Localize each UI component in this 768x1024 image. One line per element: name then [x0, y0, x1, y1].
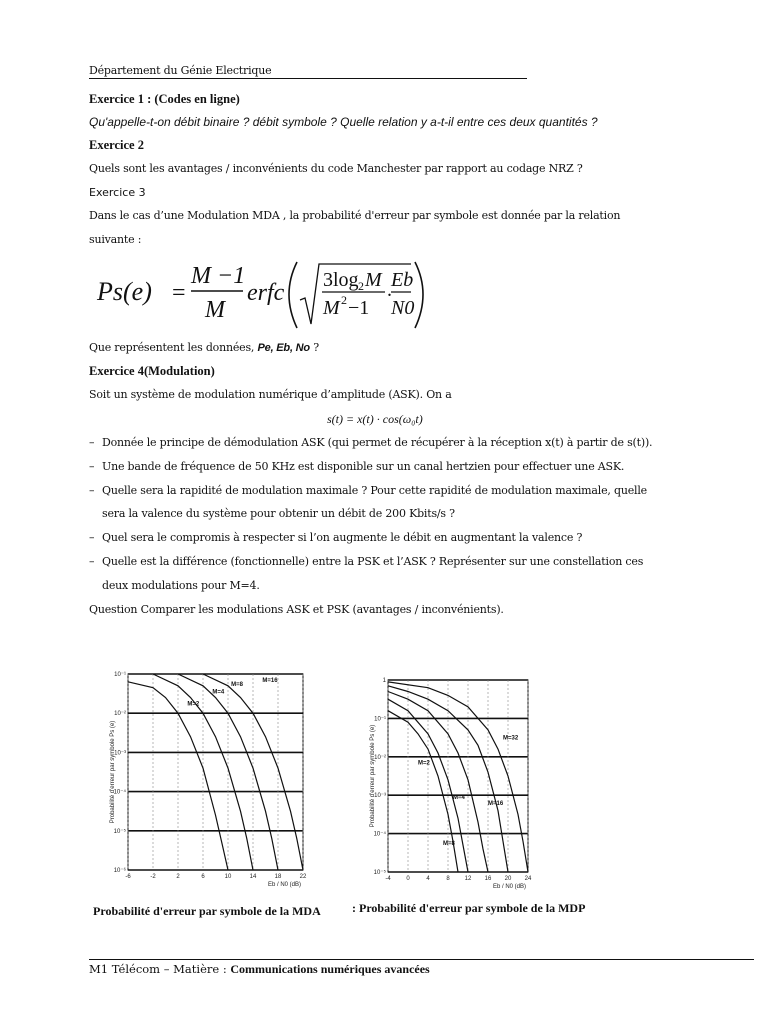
exercise-1-title: Exercice 1 : (Codes en ligne)	[89, 92, 240, 106]
exercise-4-question: Question Comparer les modulations ASK et PSK (avantages / inconvénients).	[89, 603, 504, 616]
chart-mdp-y-tick-label: 10⁻²	[374, 754, 386, 761]
chart-mdp-caption: : Probabilité d'erreur par symbole de la MDP	[352, 901, 586, 915]
formula-inner-den-rest: −1	[348, 297, 370, 319]
chart-mda	[90, 660, 330, 900]
chart-mda-y-tick-label: 10⁻⁶	[113, 868, 126, 874]
chart-mdp-series-m32	[388, 682, 528, 872]
chart-mda-x-tick-label: 22	[299, 874, 307, 880]
page-footer	[89, 962, 430, 977]
chart-mda-frame	[128, 674, 303, 870]
exercise-3-text-line1: Dans le cas d’une Modulation MDA , la probabilité d'erreur par symbole est donnée par la relation	[89, 209, 621, 222]
chart-mdp-series-label: M=16	[488, 800, 504, 807]
footer-rule	[89, 959, 754, 960]
exercise-3-title: Exercice 3	[89, 186, 146, 199]
formula-inner-den-exp: 2	[341, 293, 347, 307]
chart-mda-caption: Probabilité d'erreur par symbole de la MDA	[93, 904, 321, 918]
chart-mdp-x-tick-label: 4	[426, 876, 430, 882]
formula-inner-M: M	[365, 269, 382, 291]
chart-mda-x-tick-label: -2	[150, 874, 156, 880]
chart-mdp-frame	[388, 680, 528, 872]
chart-mda-series-label: M=2	[187, 701, 200, 708]
signal-formula: s(t) = x(t) · cos(ω₀t)	[327, 412, 423, 426]
chart-mdp-x-axis-label: Eb / N0 (dB)	[492, 884, 526, 890]
exercise-2-title: Exercice 2	[89, 138, 144, 152]
formula-log-base: 2	[358, 279, 364, 293]
chart-mdp-x-tick-label: 12	[464, 876, 472, 882]
chart-mdp-y-tick-label: 10⁻⁵	[373, 870, 386, 876]
formula-equals: =	[172, 280, 186, 306]
chart-mda-y-axis-label: Probabilité d'erreur par symbole Ps (e)	[110, 720, 116, 824]
formula-numerator: M −1	[191, 263, 246, 289]
bullet-item: – Une bande de fréquence de 50 KHz est disponible sur un canal hertzien pour effectuer une ASK.	[89, 460, 625, 473]
chart-mdp-y-tick-label: 10⁻¹	[374, 716, 386, 723]
formula-dot: .	[387, 279, 392, 301]
exercise-3-question-prefix: Que représentent les données,	[89, 341, 258, 354]
bullet-item: – Quelle sera la rapidité de modulation maximale ? Pour cette rapidité de modulation maximale, quelle	[89, 484, 647, 497]
chart-mdp-y-tick-label: 10⁻³	[374, 793, 386, 800]
exercise-3-text-line2: suivante :	[89, 233, 142, 246]
chart-mda-y-tick-label: 10⁻⁴	[113, 789, 126, 796]
formula-erfc: erfc	[247, 280, 285, 306]
chart-mda-series-label: M=16	[262, 677, 278, 684]
formula-inner-numerator: 3log	[323, 269, 359, 291]
exercise-3-question-vars: Pe, Eb, No	[257, 342, 310, 354]
formula-n0: N0	[391, 297, 415, 319]
exercise-4-intro: Soit un système de modulation numérique d’amplitude (ASK). On a	[89, 388, 452, 401]
formula-lhs: Ps(e)	[97, 277, 152, 306]
chart-mdp-y-tick-label: 10⁻⁴	[373, 831, 386, 838]
chart-mda-series-label: M=8	[231, 681, 243, 688]
chart-mdp-y-tick-label: 1	[382, 678, 386, 684]
chart-mda-series-label: M=4	[212, 689, 225, 696]
chart-mdp-x-tick-label: 16	[484, 876, 492, 882]
chart-mdp-x-tick-label: 8	[446, 876, 450, 882]
department-header: Département du Génie Electrique	[89, 64, 527, 79]
formula-inner-den-M: M	[323, 297, 340, 319]
exercise-2-question: Quels sont les avantages / inconvénients du code Manchester par rapport au codage NRZ ?	[89, 162, 583, 175]
formula-eb: Eb	[391, 269, 414, 291]
chart-mda-x-axis-label: Eb / N0 (dB)	[267, 882, 301, 888]
exercise-3-question-suffix: ?	[309, 341, 319, 354]
exercise-3-question	[89, 341, 319, 354]
chart-mda-y-tick-label: 10⁻³	[114, 750, 126, 757]
formula-denominator: M	[205, 297, 225, 323]
chart-mdp-series-label: M=2	[418, 760, 430, 767]
bullet-continuation: deux modulations pour M=4.	[102, 579, 260, 592]
bullet-continuation: sera la valence du système pour obtenir un débit de 200 Kbits/s ?	[102, 507, 455, 520]
exercise-4-title: Exercice 4(Modulation)	[89, 364, 215, 378]
footer-prefix: M1 Télécom – Matière :	[89, 962, 231, 976]
chart-mdp-series-m2	[388, 711, 458, 872]
chart-mdp-y-axis-label: Probabilité d'erreur par symbole Ps (e)	[370, 724, 376, 828]
chart-mdp	[350, 672, 540, 904]
chart-mdp-x-tick-label: 20	[504, 876, 512, 882]
bullet-item: – Quelle est la différence (fonctionnelle) entre la PSK et l’ASK ? Représenter sur une constellation ces	[89, 555, 644, 568]
chart-mda-x-tick-label: 10	[224, 874, 232, 880]
bullet-item: – Donnée le principe de démodulation ASK (qui permet de récupérer à la réception x(t) à partir de s(t)).	[89, 436, 653, 449]
chart-mda-x-tick-label: 2	[176, 874, 180, 880]
chart-mdp-series-label: M=32	[503, 735, 519, 742]
chart-mda-x-tick-label: 18	[274, 874, 282, 880]
chart-mda-x-tick-label: -6	[125, 874, 131, 880]
exercise-1-question: Qu'appelle-t-on débit binaire ? débit symbole ? Quelle relation y a-t-il entre ces deux quantités ?	[89, 115, 598, 129]
chart-mda-y-tick-label: 10⁻¹	[114, 672, 126, 678]
chart-mdp-x-tick-label: -4	[385, 876, 391, 882]
chart-mdp-x-tick-label: 0	[406, 876, 410, 882]
chart-mdp-series-label: M=8	[443, 841, 455, 848]
chart-mdp-x-tick-label: 24	[524, 876, 532, 882]
chart-mdp-series-label: M=4	[453, 795, 465, 802]
probability-formula	[95, 254, 425, 334]
chart-mda-x-tick-label: 14	[249, 874, 257, 880]
chart-mda-y-tick-label: 10⁻²	[114, 711, 126, 718]
bullet-item: – Quel sera le compromis à respecter si l’on augmente le débit en augmentant la valence ?	[89, 531, 583, 544]
footer-subject: Communications numériques avancées	[230, 962, 430, 976]
chart-mda-y-tick-label: 10⁻⁵	[113, 828, 126, 835]
chart-mda-x-tick-label: 6	[201, 874, 205, 880]
